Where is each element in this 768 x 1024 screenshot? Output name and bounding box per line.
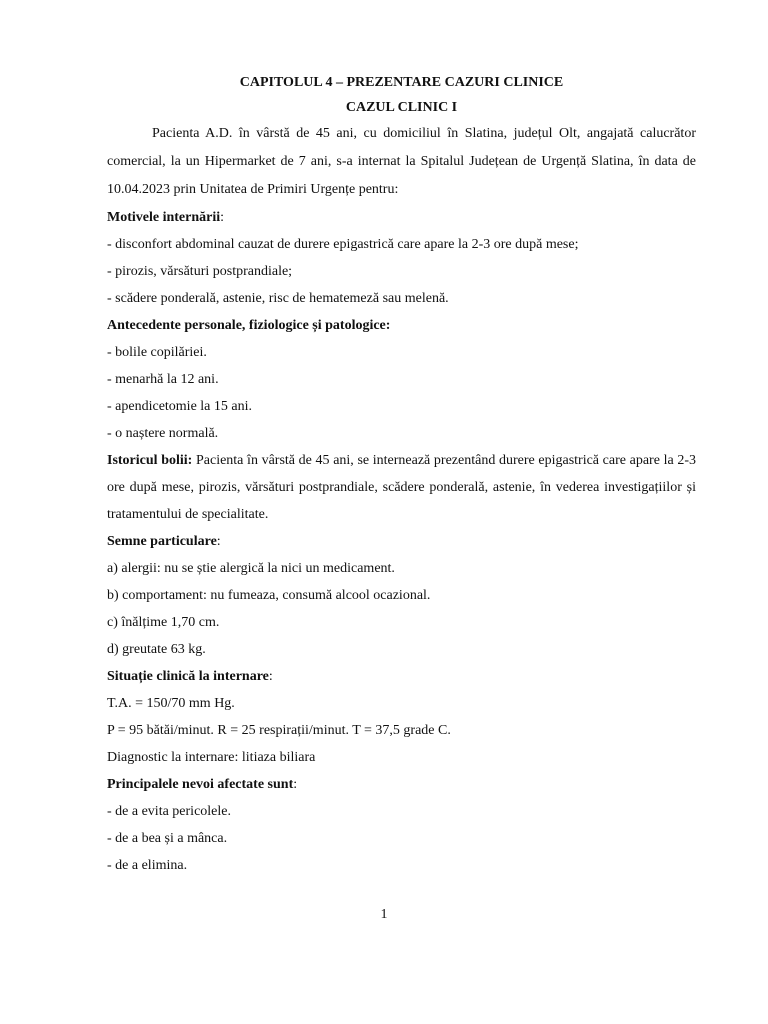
list-item: - de a elimina. [107,858,188,873]
list-item: - menarhă la 12 ani. [107,372,219,387]
list-item: - de a evita pericolele. [107,804,231,819]
list-item: - o naștere normală. [107,426,219,441]
list-item: d) greutate 63 kg. [107,642,206,657]
section-heading-semne [107,528,696,555]
list-item: b) comportament: nu fumeaza, consumă alcool ocazional. [107,588,431,603]
list-item: - disconfort abdominal cauzat de durere epigastrică care apare la 2-3 ore după mese; [107,237,579,252]
list-item: - pirozis, vărsături postprandiale; [107,264,293,279]
heading-text: Motivele internării [107,210,221,225]
list-item: T.A. = 150/70 mm Hg. [107,696,235,711]
section-heading-motive [107,204,696,231]
heading-suffix: : [293,777,298,792]
list-item: a) alergii: nu se știe alergică la nici un medicament. [107,561,395,576]
heading-suffix: : [220,210,225,225]
case-title: CAZUL CLINIC I [345,100,458,115]
list-item: - bolile copilăriei. [107,345,207,360]
section-heading-istoric: Istoricul bolii: [107,453,193,468]
section-heading-nevoi [107,771,696,798]
list-item: c) înălțime 1,70 cm. [107,615,220,630]
heading-text: Principalele nevoi afectate sunt [107,777,294,792]
heading-suffix: : [268,669,273,684]
list-item: - de a bea și a mânca. [107,831,228,846]
section-heading-situatie [107,663,696,690]
heading-text: Situație clinică la internare [107,669,269,684]
istoric-text: Pacienta în vârstă de 45 ani, se internează prezentând durere epigastrică care apare la 2-3 ore după mese, pirozis, vărsături postprandiale, scădere ponderală, astenie, în vederea investigațiilor și tratamentului de specialitate. [107,453,696,522]
list-item: - scădere ponderală, astenie, risc de hematemeză sau melenă. [107,291,449,306]
chapter-title: CAPITOLUL 4 – PREZENTARE CAZURI CLINICE [239,75,564,90]
list-item: Diagnostic la internare: litiaza biliara [107,750,316,765]
istoric-paragraph [107,447,696,528]
heading-suffix: : [216,534,221,549]
heading-text: Semne particulare [107,534,217,549]
document-body [107,70,696,879]
page-number: 1 [380,907,388,922]
section-heading-antecedente: Antecedente personale, fiziologice și patologice: [107,318,391,333]
list-item: P = 95 bătăi/minut. R = 25 respirații/minut. T = 37,5 grade C. [107,723,451,738]
intro-paragraph: Pacienta A.D. în vârstă de 45 ani, cu domiciliul în Slatina, județul Olt, angajată calucrător comercial, la un Hipermarket de 7 ani, s-a internat la Spitalul Județean de Urgență Slatina, în data de 10.04.2023 prin Unitatea de Primiri Urgențe pentru: [107,126,696,197]
list-item: - apendicetomie la 15 ani. [107,399,252,414]
